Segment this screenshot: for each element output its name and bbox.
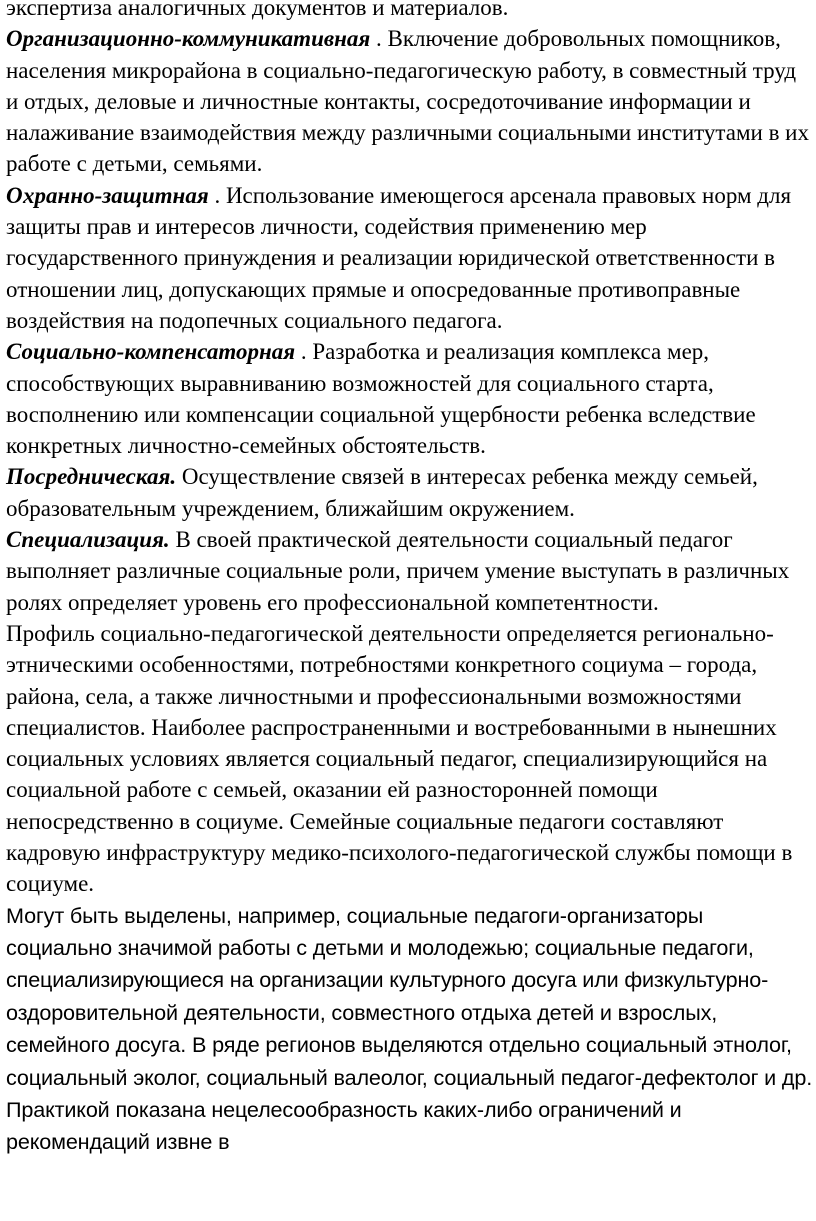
document-page xyxy=(6,0,814,1159)
function-term: Социально-компенсаторная xyxy=(6,339,296,365)
function-social-compensatory xyxy=(6,336,814,461)
intro-line: экспертиза аналогичных документов и материалов. xyxy=(6,0,509,20)
function-description: Разработка и реализация комплекса мер, способствующих выравниванию возможностей для социального старта, восполнению или компенсации социальной ущербности ребенка вследствие конкретных личностно-семейных обстоятельств. xyxy=(6,339,756,459)
function-description: В своей практической деятельности социальный педагог выполняет различные социальные роли, причем умение выступать в различных ролях определяет уровень его профессиональной компетентности. xyxy=(6,527,790,615)
function-term: Организационно-коммуникативная xyxy=(6,26,371,52)
function-term: Специализация. xyxy=(6,527,170,553)
function-specialization xyxy=(6,524,814,618)
function-separator: . xyxy=(295,339,313,365)
function-separator: . xyxy=(208,182,226,208)
function-description: Использование имеющегося арсенала правовых норм для защиты прав и интересов личности, содействия применению мер государственного принуждения и реализации юридической ответственности в отношении лиц, допускающих прямые и опосредованные противоправные воздействия на подопечных социального педагога. xyxy=(6,182,792,333)
function-mediating xyxy=(6,461,814,524)
function-protective xyxy=(6,180,814,336)
profile-paragraph: Профиль социально-педагогической деятельности определяется регионально-этническими особенностями, потребностями конкретного социума – города, района, села, а также личностными и профессиональными возможностями специалистов. Наиболее распространенными и востребованными в нынешних социальных условиях является социальный педагог, специализирующийся на социальной работе с семьей, оказании ей разносторонней помощи непосредственно в социуме. Семейные социальные педагоги составляют кадровую инфраструктуру медико-психолого-педагогической службы помощи в социуме. xyxy=(6,620,793,897)
function-term: Охранно-защитная xyxy=(6,182,209,208)
function-description: Осуществление связей в интересах ребенка между семьей, образовательным учреждением, ближайшим окружением. xyxy=(6,464,758,521)
examples-paragraph: Могут быть выделены, например, социальные педагоги-организаторы социально значимой работы с детьми и молодежью; социальные педагоги, специализирующиеся на организации культурного досуга или физкультурно-оздоровительной деятельности, совместного отдыха детей и взрослых, семейного досуга. В ряде регионов выделяются отдельно социальный этнолог, социальный эколог, социальный валеолог, социальный педагог-дефектолог и др. Практикой показана нецелесообразность каких-либо ограничений и рекомендаций извне в xyxy=(6,902,813,1155)
function-separator: . xyxy=(370,26,388,52)
function-description: Включение добровольных помощников, населения микрорайона в социально-педагогическую работу, в совместный труд и отдых, деловые и личностные контакты, сосредоточивание информации и налаживание взаимодействия между различными социальными институтами в их работе с детьми, семьями. xyxy=(6,26,809,177)
function-term: Посредническая. xyxy=(6,464,177,490)
function-organizational-communicative xyxy=(6,23,814,179)
